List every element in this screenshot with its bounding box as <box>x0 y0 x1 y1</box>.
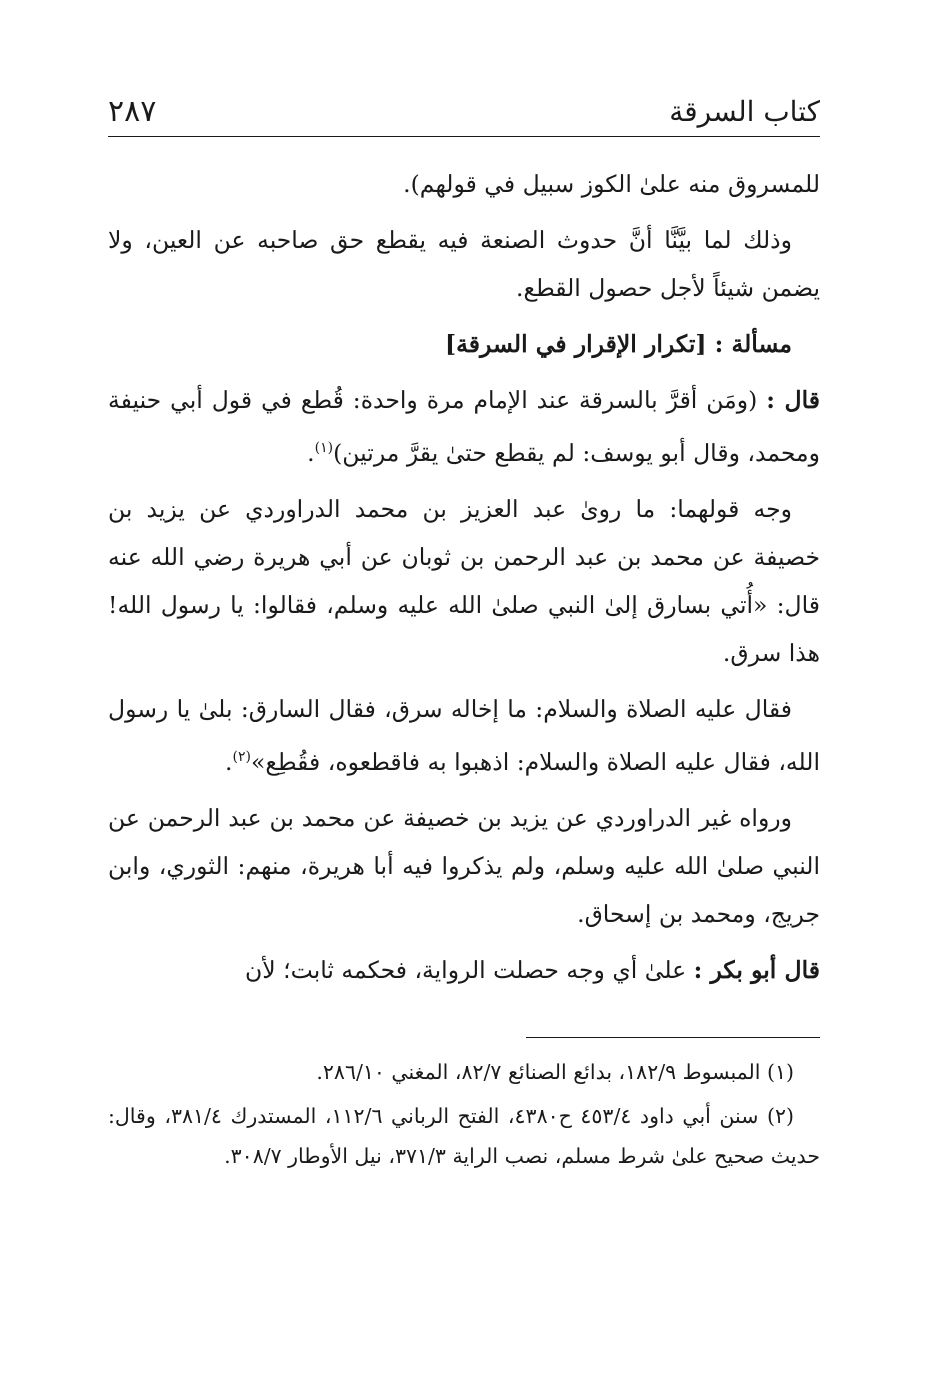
footnote-ref-1[interactable]: (١) <box>314 440 334 456</box>
statement-lead: قال : <box>766 386 820 414</box>
footnote-ref-2[interactable]: (٢) <box>232 748 251 765</box>
paragraph-commentary <box>108 946 820 994</box>
statement-text: (ومَن أقرَّ بالسرقة عند الإمام مرة واحدة: قُطع في قول أبي حنيفة ومحمد، وقال أبو يوسف: لم يقطع حتىٰ يقرَّ مرتين) <box>108 386 820 467</box>
commentary-text: علىٰ أي وجه حصلت الرواية، فحكمه ثابت؛ لأن <box>245 955 687 984</box>
paragraph-hadith <box>108 685 820 786</box>
issue-title: [تكرار الإقرار في السرقة] <box>445 330 707 358</box>
paragraph-statement <box>108 376 820 477</box>
paragraph-narration: ورواه غير الدراوردي عن يزيد بن خصيفة عن محمد بن عبد الرحمن عن النبي صلىٰ الله عليه وسلم، ولم يذكروا فيه أبا هريرة، منهم: الثوري، وابن جريج، ومحمد بن إسحاق. <box>108 803 820 928</box>
running-title: كتاب السرقة <box>669 95 820 128</box>
hadith-end: . <box>225 747 233 776</box>
commentary-lead: قال أبو بكر : <box>693 955 820 984</box>
statement-end: . <box>307 438 315 467</box>
footnotes <box>108 1052 820 1180</box>
main-text <box>108 160 820 1002</box>
issue-label: مسألة : <box>714 330 792 358</box>
paragraph-argument: وجه قولهما: ما روىٰ عبد العزيز بن محمد الدراوردي عن يزيد بن خصيفة عن محمد بن عبد الرحمن بن ثوبان عن أبي هريرة رضي الله عنه قال: «أُتي بسارق إلىٰ النبي صلىٰ الله عليه وسلم، فقالوا: يا رسول الله! هذا سرق. <box>108 494 820 667</box>
page-header <box>108 86 820 130</box>
footnote-separator <box>526 1037 820 1038</box>
paragraph-explanation: وذلك لما بيَّنَّا أنَّ حدوث الصنعة فيه يقطع حق صاحبه عن العين، ولا يضمن شيئاً لأجل حصول القطع. <box>108 226 820 302</box>
page-number: ٢٨٧ <box>108 94 157 129</box>
hadith-text: فقال عليه الصلاة والسلام: ما إخاله سرق، فقال السارق: بلىٰ يا رسول الله، فقال عليه الصلاة والسلام: اذهبوا به فاقطعوه، فقُطِع» <box>108 694 820 776</box>
paragraph-continuation: للمسروق منه علىٰ الكوز سبيل في قولهم). <box>403 170 820 198</box>
issue-heading <box>108 320 820 368</box>
footnote-2: (٢) سنن أبي داود ٤٥٣/٤ ح٤٣٨٠، الفتح الرباني ١١٢/٦، المستدرك ٣٨١/٤، وقال: حديث صحيح علىٰ شرط مسلم، نصب الراية ٣٧١/٣، نيل الأوطار ٣٠٨/٧. <box>108 1104 820 1168</box>
footnote-1: (١) المبسوط ١٨٢/٩، بدائع الصنائع ٨٢/٧، المغني ٢٨٦/١٠. <box>316 1060 794 1084</box>
header-rule <box>108 136 820 137</box>
